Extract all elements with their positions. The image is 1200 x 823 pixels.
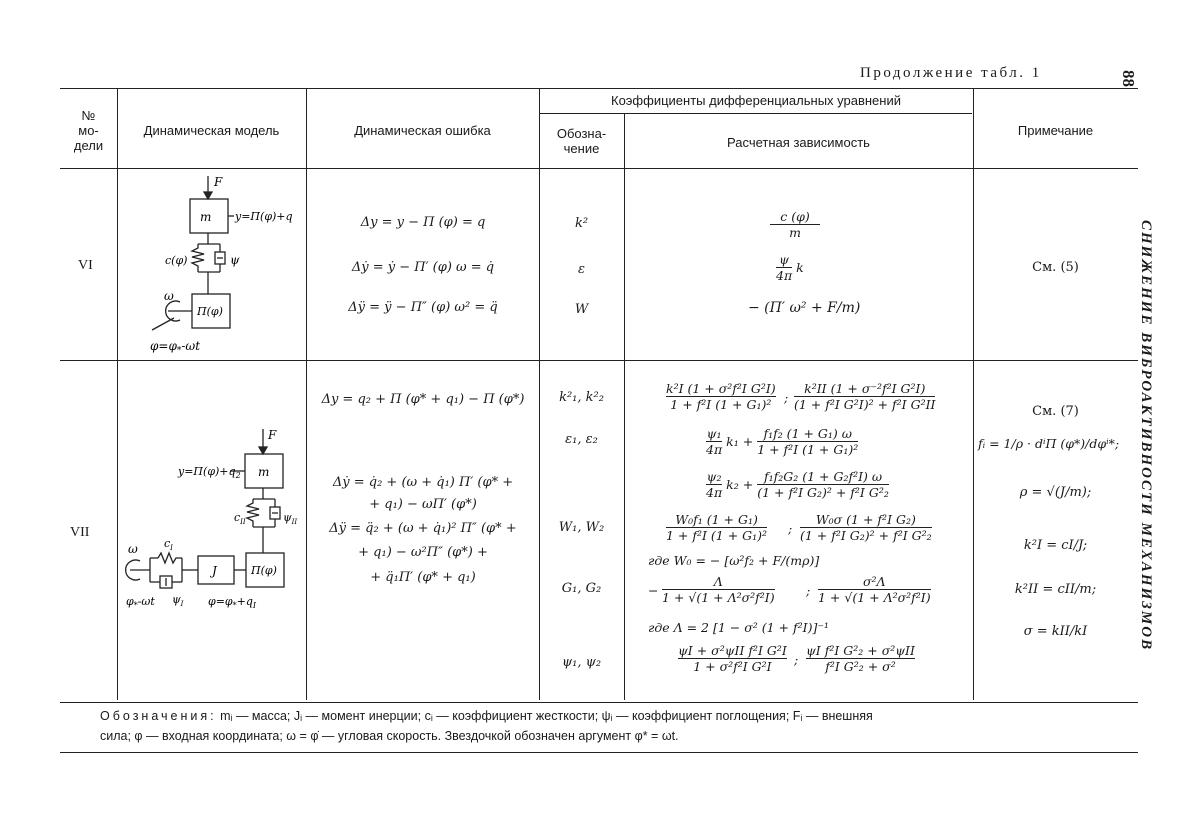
damper-label-vi: ψ: [230, 253, 240, 267]
formula-vi-2: $\frac{\psi}{4\pi}$ k: [776, 252, 804, 283]
formula-separator-4: ;: [794, 652, 799, 667]
diagram-model-vii: [120, 425, 304, 615]
gear-label-vi: П(φ): [197, 305, 223, 318]
running-title: СНИЖЕНИЕ ВИБРОАКТИВНОСТИ МЕХАНИЗМОВ: [1138, 220, 1154, 652]
error-vii-1: Δy = q₂ + П (φ* + q₁) − П (φ*): [321, 392, 525, 407]
error-vi-1: Δy = y − П (φ) = q: [360, 215, 486, 230]
footer-line-2: сила; φ — входная координата; ω = φ̇ — угловая скорость. Звездочкой обозначен аргумент φ* = ωt.: [100, 729, 679, 743]
spring-2-vii: [247, 499, 259, 527]
error-vi-2: Δẏ = ẏ − П′ (φ) ω = q̇: [351, 260, 495, 275]
note-vii-sigma: σ = kII/kI: [1023, 624, 1088, 639]
c2-label-vii: $c_{II}$: [234, 511, 246, 526]
header-coef-group: Коэффициенты дифференциальных уравнений: [611, 93, 901, 108]
error-vii-2: Δẏ = q̇₂ + (ω + q̇₁) П′ (φ* +: [332, 475, 514, 490]
c1-label-vii: $c_I$: [164, 537, 173, 552]
y-label-vi: y=П(φ)+q: [235, 210, 293, 223]
mass-label-vii: m: [258, 465, 270, 479]
omega-label-vii: ω: [128, 542, 138, 556]
col-divider-5: [973, 88, 974, 700]
formula-vii-lambda-def: где Λ = 2 [1 − σ² (1 + f²I)]⁻¹: [648, 620, 829, 635]
force-arrowhead-vi: [204, 192, 212, 199]
note-vii-k1: k²I = cI/J;: [1023, 538, 1088, 553]
page-number: 88: [1119, 70, 1138, 87]
psi2-label-vii: $\psi_{II}$: [283, 511, 298, 526]
footer-line-1: mᵢ — масса; Jᵢ — момент инерции; cᵢ — коэффициент жесткости; ψᵢ — коэффициент поглощения; Fᵢ — внешняя: [220, 709, 873, 723]
coef-group-rule: [540, 113, 972, 114]
formula-vii-p2: ψI f²I G²₂ + σ²ψII f²I G²₂ + σ²: [806, 643, 915, 674]
spring-label-vi: c(φ): [165, 254, 188, 267]
footer-bottom-rule: [60, 752, 1138, 753]
phi-label-vii: $\varphi=\varphi_*+q_I$: [208, 595, 257, 610]
formula-separator-1: ;: [784, 390, 789, 405]
row-number-vi: VI: [78, 258, 93, 273]
formula-vii-k1: k²I (1 + σ²f²I G²I) 1 + f²I (1 + G₁)²: [666, 381, 776, 412]
footer-legend: [100, 706, 1130, 746]
formula-minus: −: [648, 583, 659, 598]
formula-vii-w1: W₀f₁ (1 + G₁) 1 + f²I (1 + G₁)²: [666, 512, 768, 543]
symbol-vii-1: k²₁, k²₂: [559, 390, 604, 405]
phi-star-label-vii: $\varphi_*-\omega t$: [126, 595, 155, 610]
footer-top-rule: [60, 702, 1138, 703]
note-vii-f: fᵢ = 1/ρ · dⁱП (φ*)/dφⁱ*;: [978, 436, 1120, 451]
omega-label-vi: ω: [164, 289, 174, 303]
note-vii-k2: k²II = cII/m;: [1014, 582, 1097, 597]
formula-vii-e2: $\frac{\text{ψ₂}}{4\pi}$ k₂ + $\frac{\text{f₁f₂G₂ (1 + G₂f²I) ω}}{\text{(1 + f²I G₂)² + f²I G²₂}}$: [706, 469, 889, 500]
header-dependency: Расчетная зависимость: [727, 135, 870, 150]
force-label-vii: F: [268, 428, 277, 442]
force-label-vi: F: [214, 175, 223, 189]
inertia-label-vii: J: [212, 564, 217, 578]
symbol-vi-2: ε: [578, 262, 585, 277]
note-vii-rho: ρ = √(J/m);: [1019, 485, 1092, 500]
force-arrowhead-vii: [259, 447, 267, 454]
col-divider-2: [306, 88, 307, 700]
formula-vii-k2: k²II (1 + σ⁻²f²I G²I) (1 + f²I G²I)² + f²I G²II: [794, 381, 936, 412]
symbol-vi-3: W: [574, 302, 589, 317]
symbol-vii-5: ψ₁, ψ₂: [561, 655, 602, 670]
table-top-rule: [60, 88, 1138, 89]
formula-vii-p1: ψI + σ²ψII f²I G²I 1 + σ²f²I G²I: [678, 643, 787, 674]
formula-vii-g1: Λ 1 + √(1 + Λ²σ²f²I): [662, 574, 775, 605]
mass-label-vi: m: [200, 210, 212, 224]
formula-vi-3: − (П′ ω² + F/m): [748, 300, 861, 316]
header-bottom-rule: [60, 168, 1138, 169]
row-divider: [60, 360, 1138, 361]
row-number-vii: VII: [70, 525, 90, 540]
error-vi-3: Δÿ = ÿ − П″ (φ) ω² = q̈: [348, 300, 498, 315]
phi-label-vi: $\varphi=\varphi_*-\omega t$: [150, 339, 201, 356]
header-num: № мо- дели: [73, 108, 104, 153]
error-vii-4: Δÿ = q̈₂ + (ω + q̇₁)² П″ (φ* +: [329, 521, 517, 536]
spring-vi: [192, 244, 204, 272]
header-note: Примечание: [1017, 123, 1094, 138]
col-divider-1: [117, 88, 118, 700]
formula-vii-g2: σ²Λ 1 + √(1 + Λ²σ²f²I): [818, 574, 931, 605]
error-vii-3: + q₁) − ωП′ (φ*): [369, 497, 477, 512]
psi1-label-vii: $\psi_I$: [172, 593, 184, 608]
header-designation: Обозна- чение: [556, 126, 607, 156]
note-vii-ref: См. (7): [1032, 404, 1079, 419]
formula-vi-1: c (φ) m: [770, 209, 820, 240]
table-caption: Продолжение табл. 1: [860, 65, 1042, 81]
formula-vii-w-def: где W₀ = − [ω²f₂ + F/(mρ)]: [648, 553, 820, 568]
error-vii-5: + q₁) − ω²П″ (φ*) +: [358, 545, 488, 560]
diagram-model-vi: [120, 172, 304, 358]
symbol-vii-4: G₁, G₂: [561, 581, 602, 596]
formula-vii-e1: $\frac{\text{ψ₁}}{4\pi}$ k₁ + $\frac{\text{f₁f₂ (1 + G₁) ω}}{\text{1 + f²I (1 + G₁)²}}$: [706, 426, 859, 457]
gear-label-vii: П(φ): [251, 564, 277, 577]
formula-separator-3: ;: [806, 583, 811, 598]
y-label-vii: $y=П(\varphi)+q_2$: [178, 465, 241, 480]
symbol-vi-1: k²: [574, 216, 589, 231]
formula-separator-2: ;: [788, 521, 793, 536]
symbol-vii-3: W₁, W₂: [558, 520, 605, 535]
spring-1-vii: [158, 553, 182, 563]
header-model: Динамическая модель: [143, 123, 280, 138]
footer-label: Обозначения:: [100, 709, 217, 723]
header-error: Динамическая ошибка: [354, 123, 491, 138]
col-divider-4: [624, 113, 625, 700]
formula-vii-w2: W₀σ (1 + f²I G₂) (1 + f²I G₂)² + f²I G²₂: [800, 512, 932, 543]
error-vii-6: + q̈₁П′ (φ* + q₁): [370, 570, 476, 585]
note-vi: См. (5): [1032, 260, 1079, 275]
symbol-vii-2: ε₁, ε₂: [565, 432, 598, 447]
